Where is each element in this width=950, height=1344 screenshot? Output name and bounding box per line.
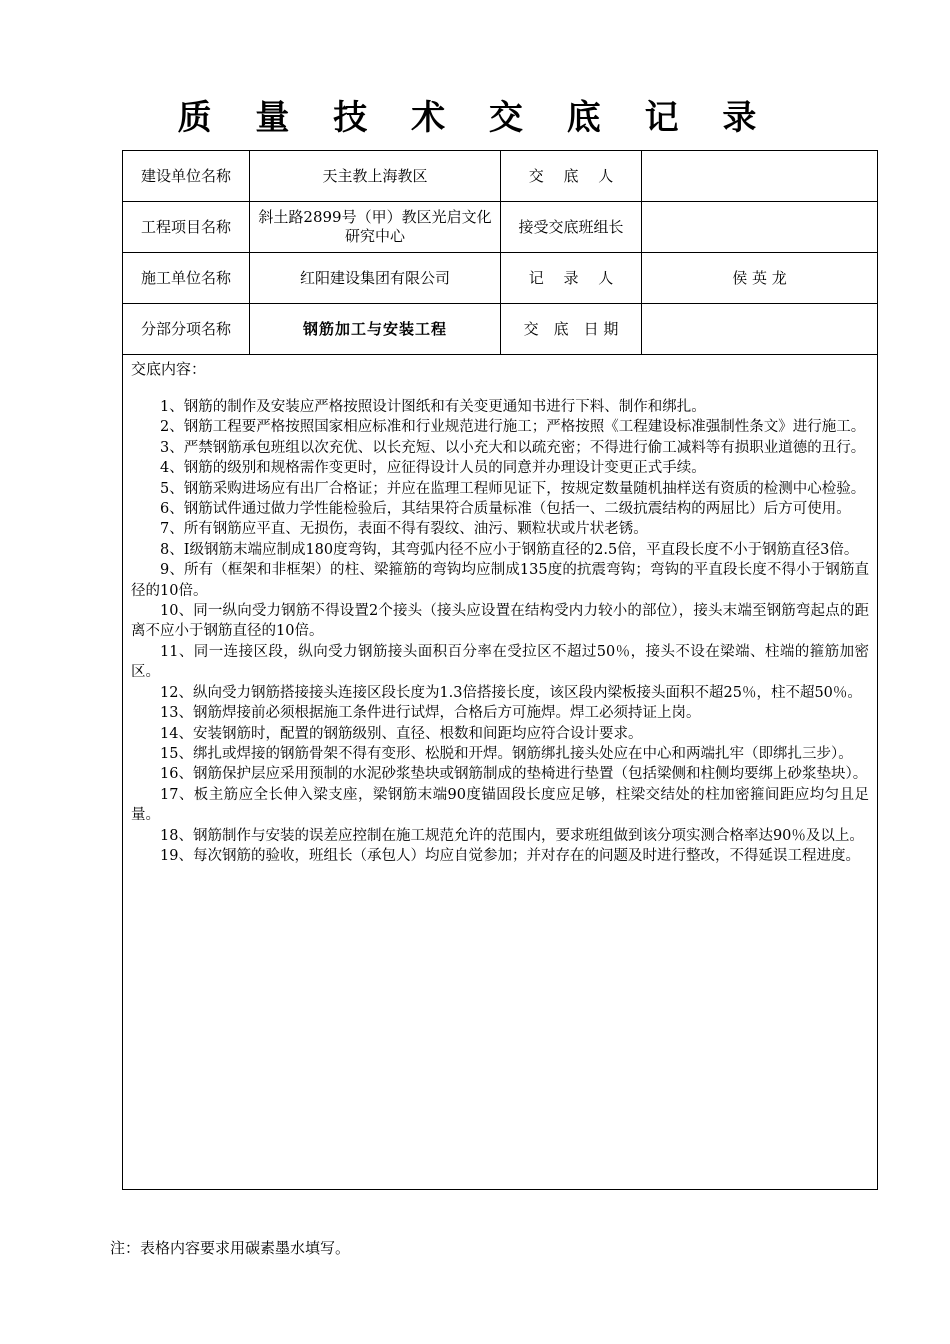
value-recorder: 侯 英 龙	[642, 253, 878, 304]
disclosure-item: 11、同一连接区段，纵向受力钢筋接头面积百分率在受拉区不超过50％，接头不设在梁端、柱端的箍筋加密区。	[131, 643, 869, 681]
disclosure-item: 13、钢筋焊接前必须根据施工条件进行试焊，合格后方可施焊。焊工必须持证上岗。	[160, 705, 701, 722]
row-subdivision	[123, 304, 878, 355]
disclosure-item: 12、纵向受力钢筋搭接接头连接区段长度为1.3倍搭接长度，该区段内梁板接头面积不超25％，柱不超50％。	[160, 684, 862, 701]
label-project: 工程项目名称	[123, 202, 250, 253]
row-client	[123, 151, 878, 202]
label-client: 建设单位名称	[123, 151, 250, 202]
value-team-leader	[642, 202, 878, 253]
value-project: 斜土路2899号（甲）教区光启文化研究中心	[250, 202, 501, 253]
row-content	[123, 355, 878, 1190]
disclosure-item: 4、钢筋的级别和规格需作变更时，应征得设计人员的同意并办理设计变更正式手续。	[160, 460, 706, 477]
value-date	[642, 304, 878, 355]
value-client: 天主教上海教区	[250, 151, 501, 202]
disclosure-item: 18、钢筋制作与安装的误差应控制在施工规范允许的范围内，要求班组做到该分项实测合格率达90％及以上。	[160, 827, 864, 844]
disclosure-item: 15、绑扎或焊接的钢筋骨架不得有变形、松脱和开焊。钢筋绑扎接头处应在中心和两端扎牢（即绑扎三步）。	[160, 745, 853, 762]
value-contractor: 红阳建设集团有限公司	[250, 253, 501, 304]
row-contractor	[123, 253, 878, 304]
disclosure-item: 6、钢筋试件通过做力学性能检验后，其结果符合质量标准（包括一、二级抗震结构的两屈比）后方可使用。	[160, 501, 851, 518]
disclosure-item: 7、所有钢筋应平直、无损伤，表面不得有裂纹、油污、颗粒状或片状老锈。	[160, 521, 648, 538]
quality-disclosure-table	[122, 150, 878, 1190]
label-contractor: 施工单位名称	[123, 253, 250, 304]
footnote: 注：表格内容要求用碳素墨水填写。	[110, 1239, 351, 1257]
disclosure-content	[123, 355, 878, 1190]
disclosure-item: 17、板主筋应全长伸入梁支座，梁钢筋末端90度锚固段长度应足够，柱梁交结处的柱加密箍间距应均匀且足量。	[131, 786, 869, 824]
label-recorder: 记 录 人	[501, 253, 642, 304]
label-discloser: 交 底 人	[501, 151, 642, 202]
content-label: 交底内容：	[131, 360, 207, 378]
disclosure-item: 10、同一纵向受力钢筋不得设置2个接头（接头应设置在结构受内力较小的部位），接头末端至钢筋弯起点的距离不应小于钢筋直径的10倍。	[131, 603, 869, 640]
disclosure-items	[131, 397, 869, 866]
disclosure-item: 9、所有（框架和非框架）的柱、梁箍筋的弯钩均应制成135度的抗震弯钩；弯钩的平直段长度不得小于钢筋直径的10倍。	[131, 562, 869, 599]
disclosure-item: 5、钢筋采购进场应有出厂合格证；并应在监理工程师见证下，按规定数量随机抽样送有资质的检测中心检验。	[160, 480, 866, 497]
row-project	[123, 202, 878, 253]
label-subdivision: 分部分项名称	[123, 304, 250, 355]
label-team-leader: 接受交底班组长	[501, 202, 642, 253]
disclosure-item: 8、Ⅰ级钢筋末端应制成180度弯钩，其弯弧内径不应小于钢筋直径的2.5倍，平直段长度不小于钢筋直径3倍。	[160, 541, 859, 558]
disclosure-item: 19、每次钢筋的验收，班组长（承包人）均应自觉参加；并对存在的问题及时进行整改，不得延误工程进度。	[160, 847, 860, 864]
value-discloser	[642, 151, 878, 202]
disclosure-item: 1、钢筋的制作及安装应严格按照设计图纸和有关变更通知书进行下料、制作和绑扎。	[160, 399, 706, 415]
value-subdivision: 钢筋加工与安装工程	[250, 304, 501, 355]
disclosure-item: 16、钢筋保护层应采用预制的水泥砂浆垫块或钢筋制成的垫椅进行垫置（包括梁侧和柱侧均要绑上砂浆垫块）。	[160, 766, 868, 783]
disclosure-item: 3、严禁钢筋承包班组以次充优、以长充短、以小充大和以疏充密；不得进行偷工减料等有损职业道德的丑行。	[160, 439, 866, 456]
disclosure-item: 14、安装钢筋时，配置的钢筋级别、直径、根数和间距均应符合设计要求。	[160, 725, 643, 742]
label-date: 交 底 日 期	[501, 304, 642, 355]
page-title: 质 量 技 术 交 底 记 录	[177, 98, 773, 138]
disclosure-item: 2、钢筋工程要严格按照国家相应标准和行业规范进行施工；严格按照《工程建设标准强制性条文》进行施工。	[160, 419, 866, 436]
